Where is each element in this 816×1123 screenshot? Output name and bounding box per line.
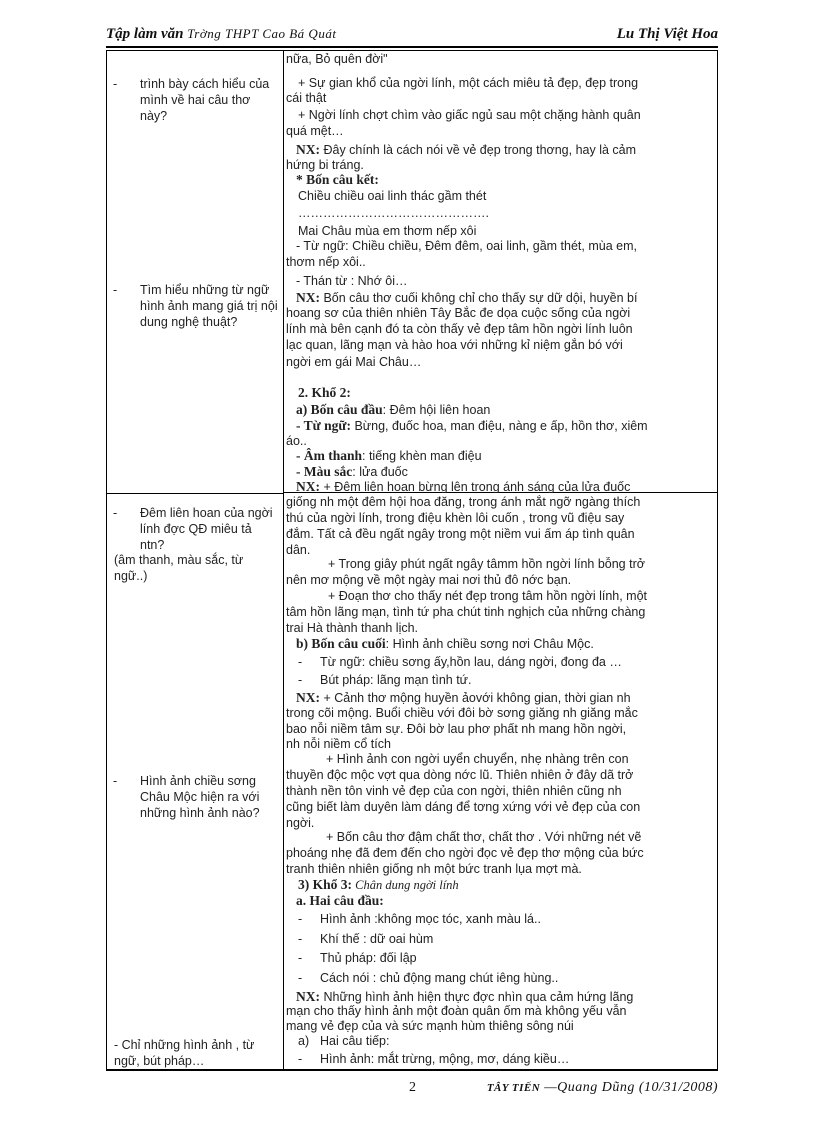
text-line: thú của ngời lính, trong điệu khèn lôi cuốn , trong vũ điệu say [286, 511, 625, 525]
text-line: lính mà bên cạnh đó ta còn thấy vẻ đẹp tâm hồn ngời lính luôn [286, 322, 633, 336]
section-heading: * Bốn câu kết: [296, 172, 379, 187]
text-line: + Trong giây phút ngất ngây tâmm hồn ngời lính bỗng trở [328, 557, 645, 571]
text-line: đắm. Tất cả đều ngất ngây trong một niềm vui ấm áp tình quân [286, 527, 635, 541]
text-line: + Sự gian khổ của ngời lính, một cách miêu tả đẹp, đẹp trong [298, 76, 639, 90]
bullet-item: a) Hai câu tiếp: [298, 1034, 390, 1048]
question-2: - Tìm hiểu những từ ngữ hình ảnh mang giá trị nội dung nghệ thuật? [113, 283, 278, 329]
text-line: NX: + Cảnh thơ mộng huyền ảovới không gian, thời gian nh [296, 690, 631, 705]
text-line: ngời em gái Mai Châu… [286, 355, 422, 369]
text-line: cái thật [286, 91, 327, 105]
section-heading: 3) Khổ 3: Chân dung ngời lính [298, 877, 459, 892]
text-line: + Hình ảnh con ngời uyển chuyển, nhẹ nhàng trên con [326, 752, 629, 766]
text-line: bao nỗi niềm tâm sự. Đôi bờ lau phơ phất nh mang hồn ngời, [286, 722, 627, 736]
text-line: hoang sơ của thiên nhiên Tây Bắc đe dọa cuộc sống của ngời [286, 306, 631, 320]
text-line: tranh thiên nhiên giống nh một bức tranh lụa mợt mà. [286, 862, 582, 876]
bullet-item: - Bút pháp: lãng mạn tình tứ. [298, 673, 472, 687]
text-line: thành nền tôn vinh vẻ đẹp của con ngời, thiên nhiên cũng nh [286, 784, 622, 798]
header-author: Lu Thị Việt Hoa [616, 26, 718, 42]
text-line: b) Bốn câu cuối: Hình ảnh chiều sơng nơi Châu Mộc. [296, 636, 594, 651]
text-line: - Từ ngữ: Bừng, đuốc hoa, man điệu, nàng e ấp, hồn thơ, xiêm [296, 418, 648, 433]
text-line: thuyền độc mộc vợt qua dòng nớc lũ. Thiên nhiên ở đây dã trở [286, 768, 634, 782]
text-line: + Đoạn thơ cho thấy nét đẹp trong tâm hồn ngời lính, một [328, 589, 648, 603]
text-line: thơm nếp xôi.. [286, 255, 366, 269]
text-line: mạn cho thấy hình ảnh một đoàn quân ốm mà không yếu vẫn [286, 1004, 627, 1018]
bullet-item: - Hình ảnh :không mọc tóc, xanh màu lá.. [298, 912, 541, 926]
text-line: + Bốn câu thơ đậm chất thơ, chất thơ . Với những nét vẽ [326, 830, 642, 844]
text-line: tâm hồn lãng mạn, tình tứ pha chút tinh nghịch của những chàng [286, 605, 646, 619]
column-divider [283, 50, 284, 1070]
text-line: quá mệt… [286, 124, 344, 138]
question-5: - Chỉ những hình ảnh , từ ngữ, bút pháp… [114, 1038, 255, 1068]
question-3: - Đêm liên hoan của ngời lính đợc QĐ miêu tả ntn? [113, 506, 273, 552]
header-left: Tập làm văn Trờng THPT Cao Bá Quát [106, 26, 337, 42]
bullet-item: - Thủ pháp: đối lập [298, 951, 417, 965]
section-heading: 2. Khổ 2: [298, 385, 351, 400]
text-line: - Âm thanh: tiếng khèn man điệu [296, 448, 482, 463]
text-line: áo.. [286, 434, 307, 448]
text-line: NX: Đây chính là cách nói về vẻ đẹp trong thơng, hay là cảm [296, 142, 637, 157]
question-4: - Hình ảnh chiều sơng Châu Mộc hiện ra với những hình ảnh nào? [113, 774, 260, 820]
text-line: nữa, Bỏ quên đời" [286, 52, 388, 66]
page-header [106, 26, 718, 48]
section-heading: a. Hai câu đầu: [296, 893, 384, 908]
text-line: cũng biết làm duyên làm dáng để tơng xứng với vẻ đẹp của con [286, 800, 641, 814]
bullet-item: - Cách nói : chủ động mang chút iêng hùng.. [298, 971, 559, 985]
text-line: trai Hà thành thanh lịch. [286, 621, 419, 635]
text-line: + Ngời lính chợt chìm vào giấc ngủ sau một chặng hành quân [298, 108, 641, 122]
text-line: Chiều chiều oai linh thác gầm thét [298, 189, 487, 203]
bullet-item: - Hình ảnh: mắt trừng, mộng, mơ, dáng kiều… [298, 1052, 570, 1066]
page-footer [106, 1080, 718, 1100]
text-line: - Màu sắc: lửa đuốc [296, 464, 408, 479]
text-line: phoáng nhẹ đã đem đến cho ngời đọc vẻ đẹp thơ mộng của bức [286, 846, 644, 860]
bullet-item: - Từ ngữ: chiều sơng ấy,hồn lau, dáng ngời, đong đa … [298, 655, 622, 669]
text-line: giống nh một đêm hội hoa đăng, trong ánh mắt ngỡ ngàng thích [286, 495, 641, 509]
question-1: - trình bày cách hiểu của mình về hai câu thơ này? [113, 77, 270, 123]
table-bottom-border [106, 1070, 718, 1071]
text-line: NX: Những hình ảnh hiện thực đợc nhìn qua cảm hứng lãng [296, 989, 634, 1004]
footer-title: TÂY TIẾN —Quang Dũng (10/31/2008) [486, 1080, 718, 1095]
text-line: mang vẻ đẹp của và sức mạnh hùm thiêng sông núi [286, 1019, 574, 1033]
text-line: ………………………………………. [298, 206, 489, 220]
text-line: lạc quan, lãng mạn và hào hoa với những kỉ niệm gắn bó với [286, 338, 623, 352]
text-line: dân. [286, 543, 311, 557]
text-line: hứng bi tráng. [286, 158, 364, 172]
text-line: trong cõi mộng. Buổi chiều với đôi bờ sơng giăng nh giăng mắc [286, 706, 638, 720]
bullet-item: - Khí thế : dữ oai hùm [298, 932, 434, 946]
text-line: ngời. [286, 816, 315, 830]
text-line: nên mơ mộng về một ngày mai nơi thủ đô nớc bạn. [286, 573, 572, 587]
text-line: nh nỗi niềm cổ tích [286, 737, 391, 751]
text-line: NX: Bốn câu thơ cuối không chỉ cho thấy sự dữ dội, huyền bí [296, 290, 638, 305]
text-line: - Thán từ : Nhớ ôi… [296, 274, 408, 288]
question-3-note: (âm thanh, màu sắc, từ ngữ..) [114, 553, 244, 583]
text-line: a) Bốn câu đầu: Đêm hội liên hoan [296, 402, 491, 417]
text-line: Mai Châu mùa em thơm nếp xôi [298, 224, 477, 238]
row-divider [106, 493, 283, 494]
text-line: - Từ ngữ: Chiều chiều, Đêm đêm, oai linh, gầm thét, mùa em, [296, 239, 637, 253]
page-number: 2 [409, 1080, 416, 1095]
text-line: NX: + Đêm liên hoan bừng lên trong ánh sáng của lửa đuốc [296, 479, 631, 493]
